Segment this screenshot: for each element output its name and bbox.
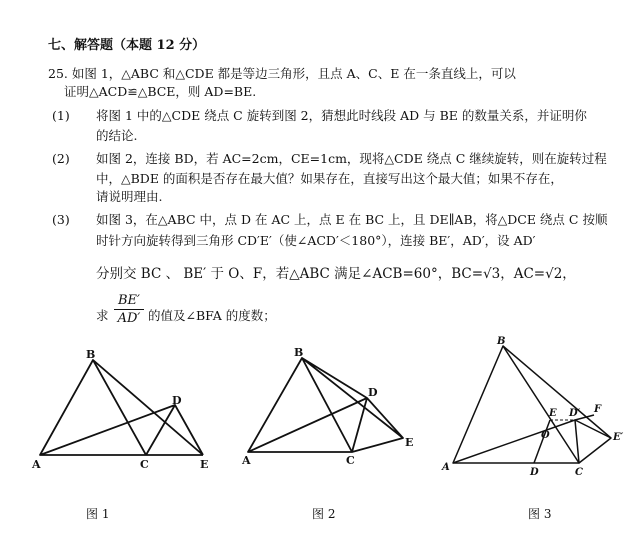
fig2-label-d: D [368,386,378,399]
question-line-2: 证明△ACD≌△BCE，则 AD=BE. [64,84,257,99]
fig3-label-a: A [442,462,450,473]
part-3-number: (3) [52,212,70,227]
fig2-label-e: E [405,436,414,449]
fig1-label-c: C [140,458,149,471]
fig3-label-c: C [575,467,583,478]
part-2-line-2: 中，△BDE 的面积是否存在最大值？如果存在，直接写出这个最大值；如果不存在， [96,171,563,186]
fig3-label-e: E [549,408,557,419]
fraction-denominator: AD′ [117,311,141,326]
part-3-line-2: 时针方向旋转得到三角形 CD′E′（使∠ACD′＜180°），连接 BE′，AD′，设 AD′ [96,233,536,248]
fig2-label-c: C [346,454,355,467]
part-2-line-3: 请说明理由. [96,189,163,204]
fig3-label-d-prime: D′ [569,408,581,419]
fig1-label-b: B [86,348,96,361]
part-3-line-1: 如图 3，在△ABC 中，点 D 在 AC 上，点 E 在 BC 上，且 DE∥AB，将△DCE 绕点 C 按顺 [96,212,608,227]
fig3-label-f: F [594,404,602,415]
fig3-label-b: B [497,336,506,347]
part-3-line-3: 分别交 BC 、 BE′ 于 O、F，若△ABC 满足∠ACB=60°，BC=√3，AC=√2， [96,266,576,282]
fraction-numerator: BE′ [114,292,144,310]
part-1-number: (1) [52,108,70,123]
ask-suffix: 的值及∠BFA 的度数； [148,308,276,323]
part-1-line-1: 将图 1 中的△CDE 绕点 C 旋转到图 2，猜想此时线段 AD 与 BE 的数量关系，并证明你 [96,108,587,123]
figure-1-caption: 图 1 [86,507,110,521]
fig3-label-e-prime: E′ [613,432,624,443]
part-2-line-1: 如图 2，连接 BD，若 AC=2cm，CE=1cm，现将△CDE 绕点 C 继续旋转，则在旋转过程 [96,151,607,166]
question-line-1: 25. 如图 1，△ABC 和△CDE 都是等边三角形，且点 A、C、E 在一条直线上，可以 [48,66,516,81]
figure-3-caption: 图 3 [528,507,552,521]
fig1-label-e: E [200,458,209,471]
fig3-label-d: D [530,467,539,478]
part-2-number: (2) [52,151,70,166]
fig3-label-o: O [541,430,550,441]
fig1-label-a: A [32,458,41,471]
fig1-label-d: D [172,394,182,407]
fig2-label-a: A [242,454,251,467]
section-heading: 七、解答题（本题 12 分） [48,38,206,53]
figure-2-caption: 图 2 [312,507,336,521]
part-1-line-2: 的结论. [96,128,138,143]
ask-prefix: 求 [96,308,109,323]
fig2-label-b: B [294,346,304,359]
